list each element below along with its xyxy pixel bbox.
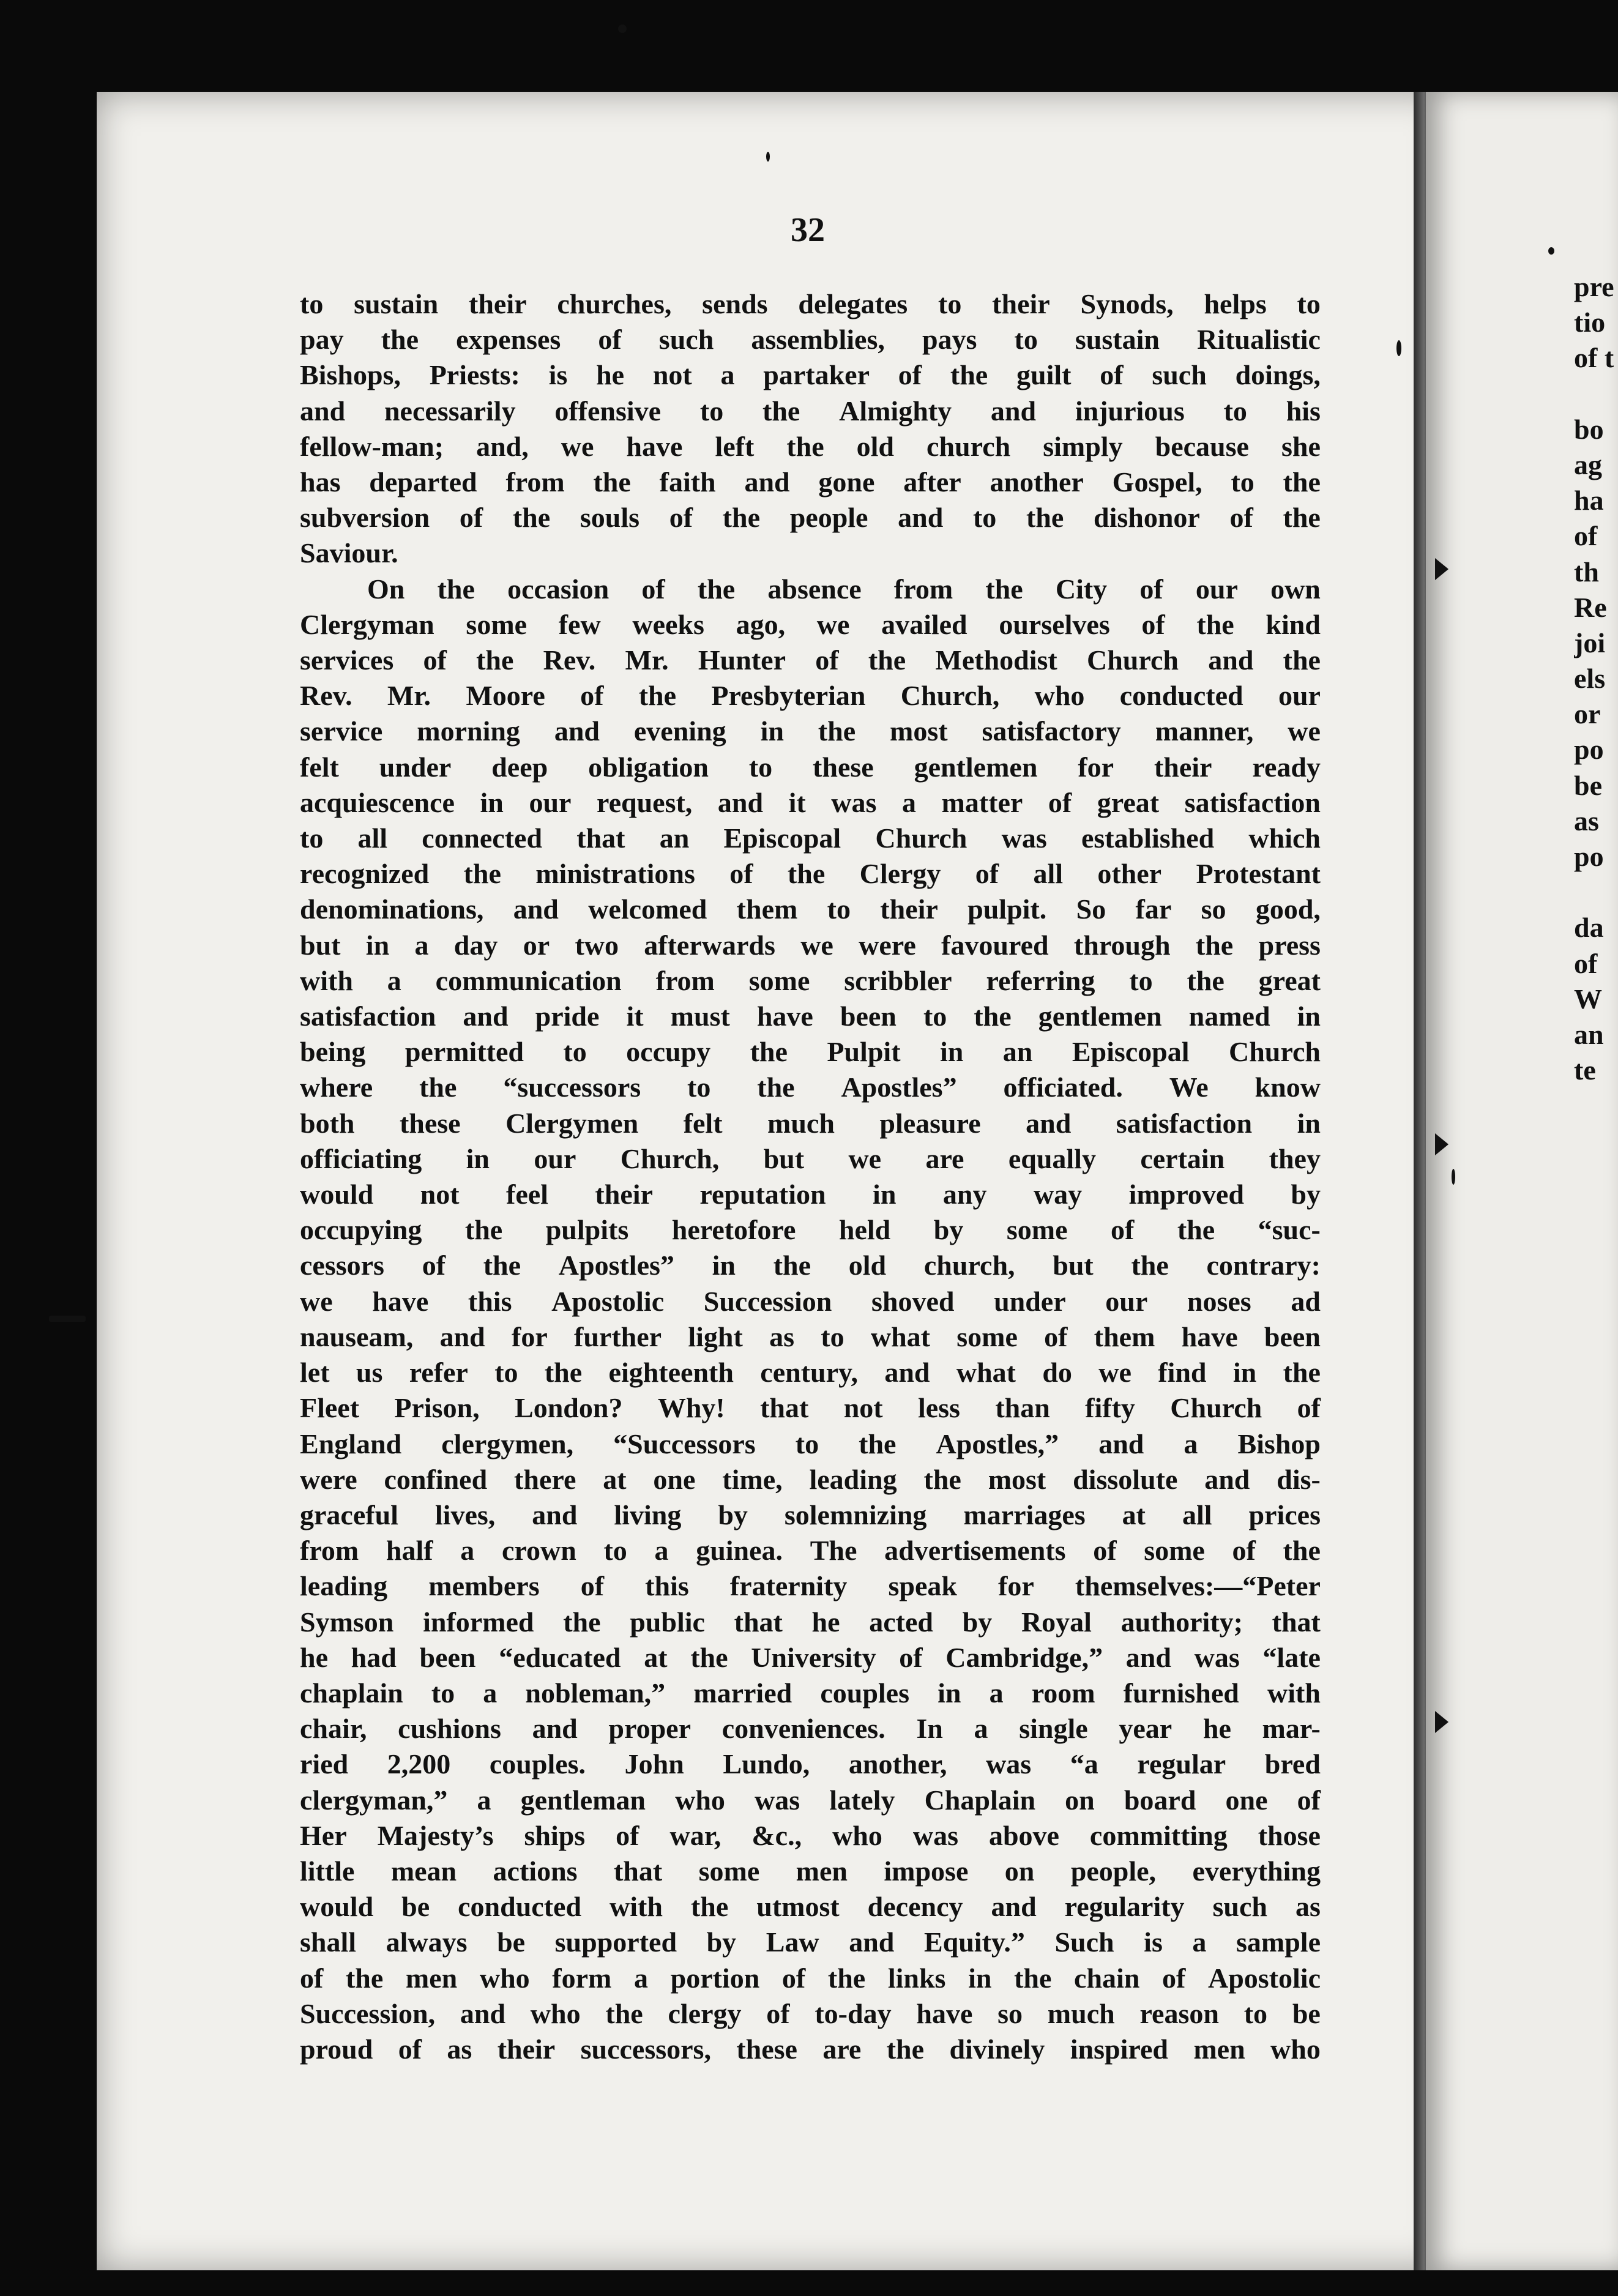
text-line: we have this Apostolic Succession shoved under our noses ad <box>300 1285 1321 1317</box>
text-line: where the “successors to the Apostles” officiated. We know <box>300 1072 1321 1103</box>
scan-speck <box>1396 340 1401 356</box>
facing-page-fragment: be <box>1574 769 1602 801</box>
text-line: Rev. Mr. Moore of the Presbyterian Church, who conducted our <box>300 680 1321 712</box>
text-line: little mean actions that some men impose on people, everything <box>300 1855 1321 1887</box>
text-line: with a communication from some scribbler referring to the great <box>300 964 1321 996</box>
facing-page-fragment: ha <box>1574 485 1604 516</box>
facing-page-fragment: bo <box>1574 413 1604 445</box>
text-line: let us refer to the eighteenth century, and what do we find in the <box>300 1357 1321 1388</box>
text-line: were confined there at one time, leading the most dissolute and dis- <box>300 1463 1321 1495</box>
text-line: felt under deep obligation to these gentlemen for their ready <box>300 751 1321 783</box>
margin-mark <box>1435 1133 1448 1155</box>
text-line: graceful lives, and living by solemnizing marriages at all prices <box>300 1499 1321 1530</box>
facing-page-fragment: ag <box>1574 449 1602 480</box>
text-line: occupying the pulpits heretofore held by some of the “suc- <box>300 1214 1321 1246</box>
text-line: and necessarily offensive to the Almighty and injurious to his <box>300 395 1321 427</box>
text-line: being permitted to occupy the Pulpit in an Episcopal Church <box>300 1036 1321 1068</box>
facing-page-fragment: joi <box>1574 627 1606 658</box>
page-body-text <box>300 286 1321 2067</box>
text-line: denominations, and welcomed them to their pulpit. So far so good, <box>300 893 1321 925</box>
text-line: Symson informed the public that he acted by Royal authority; that <box>300 1606 1321 1638</box>
facing-page-fragment: of <box>1574 520 1598 552</box>
text-line: fellow-man; and, we have left the old church simply because she <box>300 430 1321 462</box>
text-line: from half a crown to a guinea. The advertisements of some of the <box>300 1535 1321 1567</box>
margin-mark <box>1435 558 1448 580</box>
facing-page-fragment: as <box>1574 805 1599 837</box>
facing-page-fragment: of <box>1574 947 1598 979</box>
text-line: leading members of this fraternity speak for themselves:—“Peter <box>300 1570 1321 1602</box>
scan-speck <box>49 1316 86 1322</box>
facing-page-fragment: pre <box>1574 271 1614 302</box>
text-line: Succession, and who the clergy of to-day have so much reason to be <box>300 1997 1321 2029</box>
text-line: nauseam, and for further light as to what some of them have been <box>300 1321 1321 1352</box>
margin-mark <box>1435 1711 1448 1733</box>
page-number: 32 <box>791 211 825 249</box>
facing-page-text <box>1574 269 1618 1088</box>
text-line: Clergyman some few weeks ago, we availed ourselves of the kind <box>300 608 1321 640</box>
text-line: service morning and evening in the most satisfactory manner, we <box>300 715 1321 747</box>
text-line: Fleet Prison, London? Why! that not less than fifty Church of <box>300 1392 1321 1424</box>
text-line: England clergymen, “Successors to the Apostles,” and a Bishop <box>300 1428 1321 1459</box>
facing-page-fragment: te <box>1574 1054 1596 1086</box>
text-line: has departed from the faith and gone after another Gospel, to the <box>300 466 1321 498</box>
text-line: Saviour. <box>300 537 398 569</box>
facing-page-fragment: W <box>1574 983 1602 1015</box>
text-line: Her Majesty’s ships of war, &c., who was above committing those <box>300 1819 1321 1851</box>
facing-page-fragment: po <box>1574 841 1604 872</box>
text-line: On the occasion of the absence from the City of our own <box>367 573 1321 605</box>
text-line: Bishops, Priests: is he not a partaker of the guilt of such doings, <box>300 359 1321 391</box>
facing-page-fragment <box>1574 376 1618 412</box>
text-line: recognized the ministrations of the Clergy of all other Protestant <box>300 858 1321 890</box>
scan-speck <box>1452 1169 1455 1185</box>
scan-speck <box>1548 247 1554 255</box>
text-line: to all connected that an Episcopal Church was established which <box>300 822 1321 854</box>
facing-page-fragment: po <box>1574 734 1604 766</box>
facing-page-fragment: tio <box>1574 307 1606 338</box>
text-line: of the men who form a portion of the links in the chain of Apostolic <box>300 1962 1321 1994</box>
text-line: chair, cushions and proper conveniences. In a single year he mar- <box>300 1713 1321 1745</box>
text-line: ried 2,200 couples. John Lundo, another, was “a regular bred <box>300 1748 1321 1780</box>
text-line: subversion of the souls of the people and to the dishonor of the <box>300 502 1321 534</box>
facing-page-fragment: Re <box>1574 591 1607 623</box>
text-line: to sustain their churches, sends delegates to their Synods, helps to <box>300 288 1321 319</box>
text-line: but in a day or two afterwards we were favoured through the press <box>300 929 1321 961</box>
facing-page-fragment: els <box>1574 663 1606 695</box>
text-line: clergyman,” a gentleman who was lately Chaplain on board one of <box>300 1784 1321 1816</box>
text-line: acquiescence in our request, and it was a matter of great satisfaction <box>300 786 1321 818</box>
facing-page-fragment: da <box>1574 912 1604 944</box>
facing-page-fragment: of t <box>1574 342 1614 374</box>
text-line: cessors of the Apostles” in the old church, but the contrary: <box>300 1250 1321 1281</box>
text-line: shall always be supported by Law and Equity.” Such is a sample <box>300 1926 1321 1958</box>
scan-speck <box>766 152 770 162</box>
text-line: both these Clergymen felt much pleasure and satisfaction in <box>300 1107 1321 1139</box>
text-line: officiating in our Church, but we are equally certain they <box>300 1142 1321 1174</box>
text-line: he had been “educated at the University of Cambridge,” and was “late <box>300 1641 1321 1673</box>
facing-page-fragment: or <box>1574 698 1601 730</box>
facing-page-fragment <box>1574 874 1618 910</box>
text-line: would be conducted with the utmost decency and regularity such as <box>300 1891 1321 1923</box>
text-line: proud of as their successors, these are the divinely inspired men who <box>300 2033 1321 2065</box>
scan-speck <box>618 24 627 33</box>
text-line: satisfaction and pride it must have been to the gentlemen named in <box>300 1001 1321 1032</box>
text-line: chaplain to a nobleman,” married couples in a room furnished with <box>300 1677 1321 1709</box>
text-line: would not feel their reputation in any way improved by <box>300 1179 1321 1210</box>
facing-page-fragment: th <box>1574 556 1599 587</box>
text-line: pay the expenses of such assemblies, pays to sustain Ritualistic <box>300 324 1321 356</box>
text-line: services of the Rev. Mr. Hunter of the Methodist Church and the <box>300 644 1321 676</box>
facing-page-fragment: an <box>1574 1018 1604 1050</box>
